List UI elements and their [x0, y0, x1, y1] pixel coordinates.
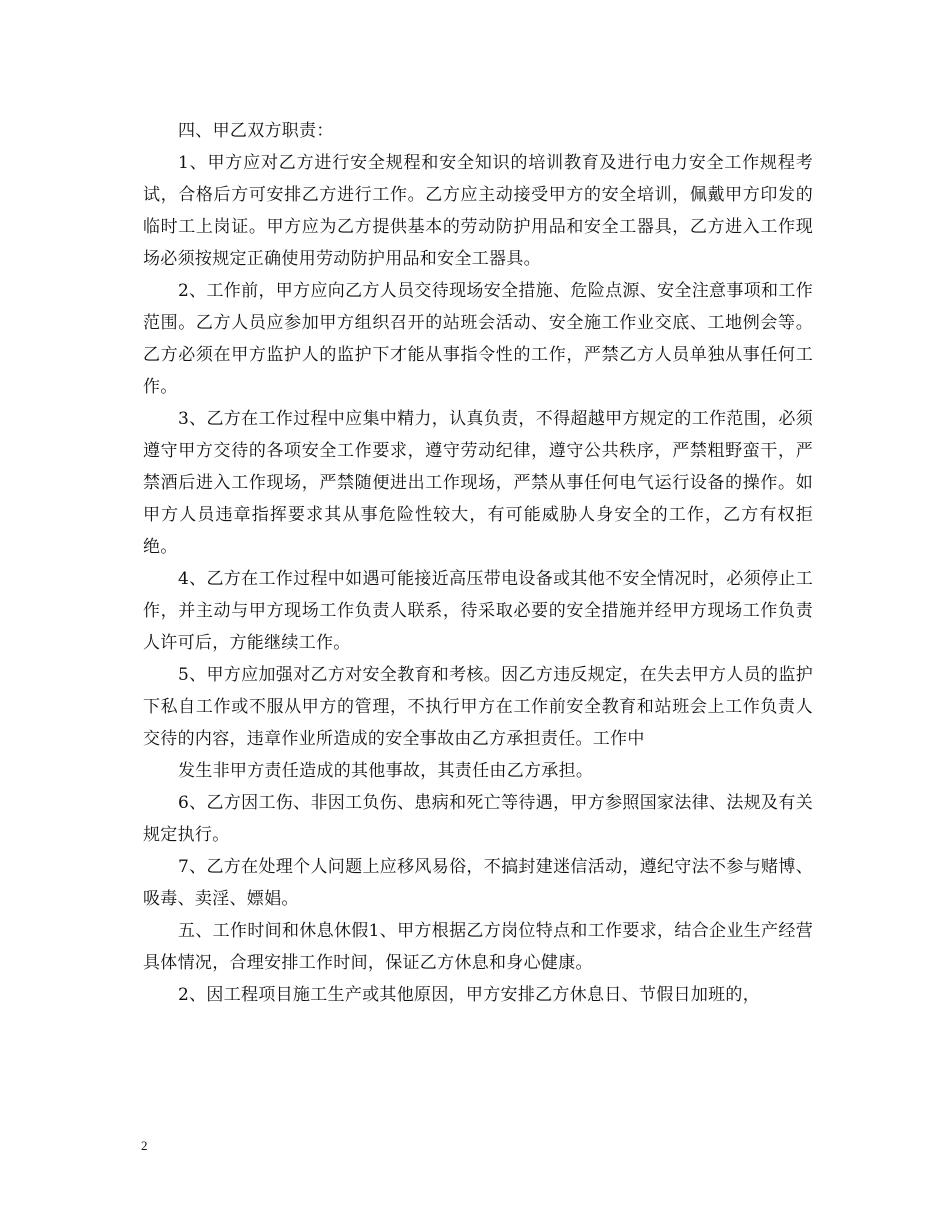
paragraph-clause-6: 6、乙方因工伤、非因工负伤、患病和死亡等待遇，甲方参照国家法律、法规及有关规定执行。 [143, 793, 813, 845]
document-body [143, 115, 813, 1011]
paragraph-overtime: 2、因工程项目施工生产或其他原因，甲方安排乙方休息日、节假日加班的， [178, 985, 761, 1005]
paragraph-clause-1: 1、甲方应对乙方进行安全规程和安全知识的培训教育及进行电力安全工作规程考试，合格后方可安排乙方进行工作。乙方应主动接受甲方的安全培训，佩戴甲方印发的临时工上岗证。甲方应为乙方提供基本的劳动防护用品和安全工器具，乙方进入工作现场必须按规定正确使用劳动防护用品和安全工器具。 [143, 153, 813, 269]
section-heading-duties: 四、甲乙双方职责： [178, 121, 334, 141]
paragraph-clause-5: 5、甲方应加强对乙方对安全教育和考核。因乙方违反规定，在失去甲方人员的监护下私自工作或不服从甲方的管理，不执行甲方在工作前安全教育和站班会上工作负责人交待的内容，违章作业所造成的安全事故由乙方承担责任。工作中 [143, 665, 813, 749]
paragraph-clause-5-continued: 发生非甲方责任造成的其他事故，其责任由乙方承担。 [178, 761, 594, 781]
paragraph-clause-3: 3、乙方在工作过程中应集中精力，认真负责，不得超越甲方规定的工作范围，必须遵守甲方交待的各项安全工作要求，遵守劳动纪律，遵守公共秩序，严禁粗野蛮干，严禁酒后进入工作现场，严禁随便进出工作现场，严禁从事任何电气运行设备的操作。如甲方人员违章指挥要求其从事危险性较大，有可能威胁人身安全的工作，乙方有权拒绝。 [143, 409, 813, 557]
paragraph-clause-4: 4、乙方在工作过程中如遇可能接近高压带电设备或其他不安全情况时，必须停止工作，并主动与甲方现场工作负责人联系，待采取必要的安全措施并经甲方现场工作负责人许可后，方能继续工作。 [143, 569, 813, 653]
paragraph-clause-2: 2、工作前，甲方应向乙方人员交待现场安全措施、危险点源、安全注意事项和工作范围。乙方人员应参加甲方组织召开的站班会活动、安全施工作业交底、工地例会等。乙方必须在甲方监护人的监护下才能从事指令性的工作，严禁乙方人员单独从事任何工作。 [143, 281, 813, 397]
paragraph-clause-7: 7、乙方在处理个人问题上应移风易俗，不搞封建迷信活动，遵纪守法不参与赌博、吸毒、卖淫、嫖娼。 [143, 857, 813, 909]
section-heading-work-hours: 五、工作时间和休息休假1、甲方根据乙方岗位特点和工作要求，结合企业生产经营具体情况，合理安排工作时间，保证乙方休息和身心健康。 [143, 921, 813, 973]
page-number: 2 [141, 1138, 148, 1153]
